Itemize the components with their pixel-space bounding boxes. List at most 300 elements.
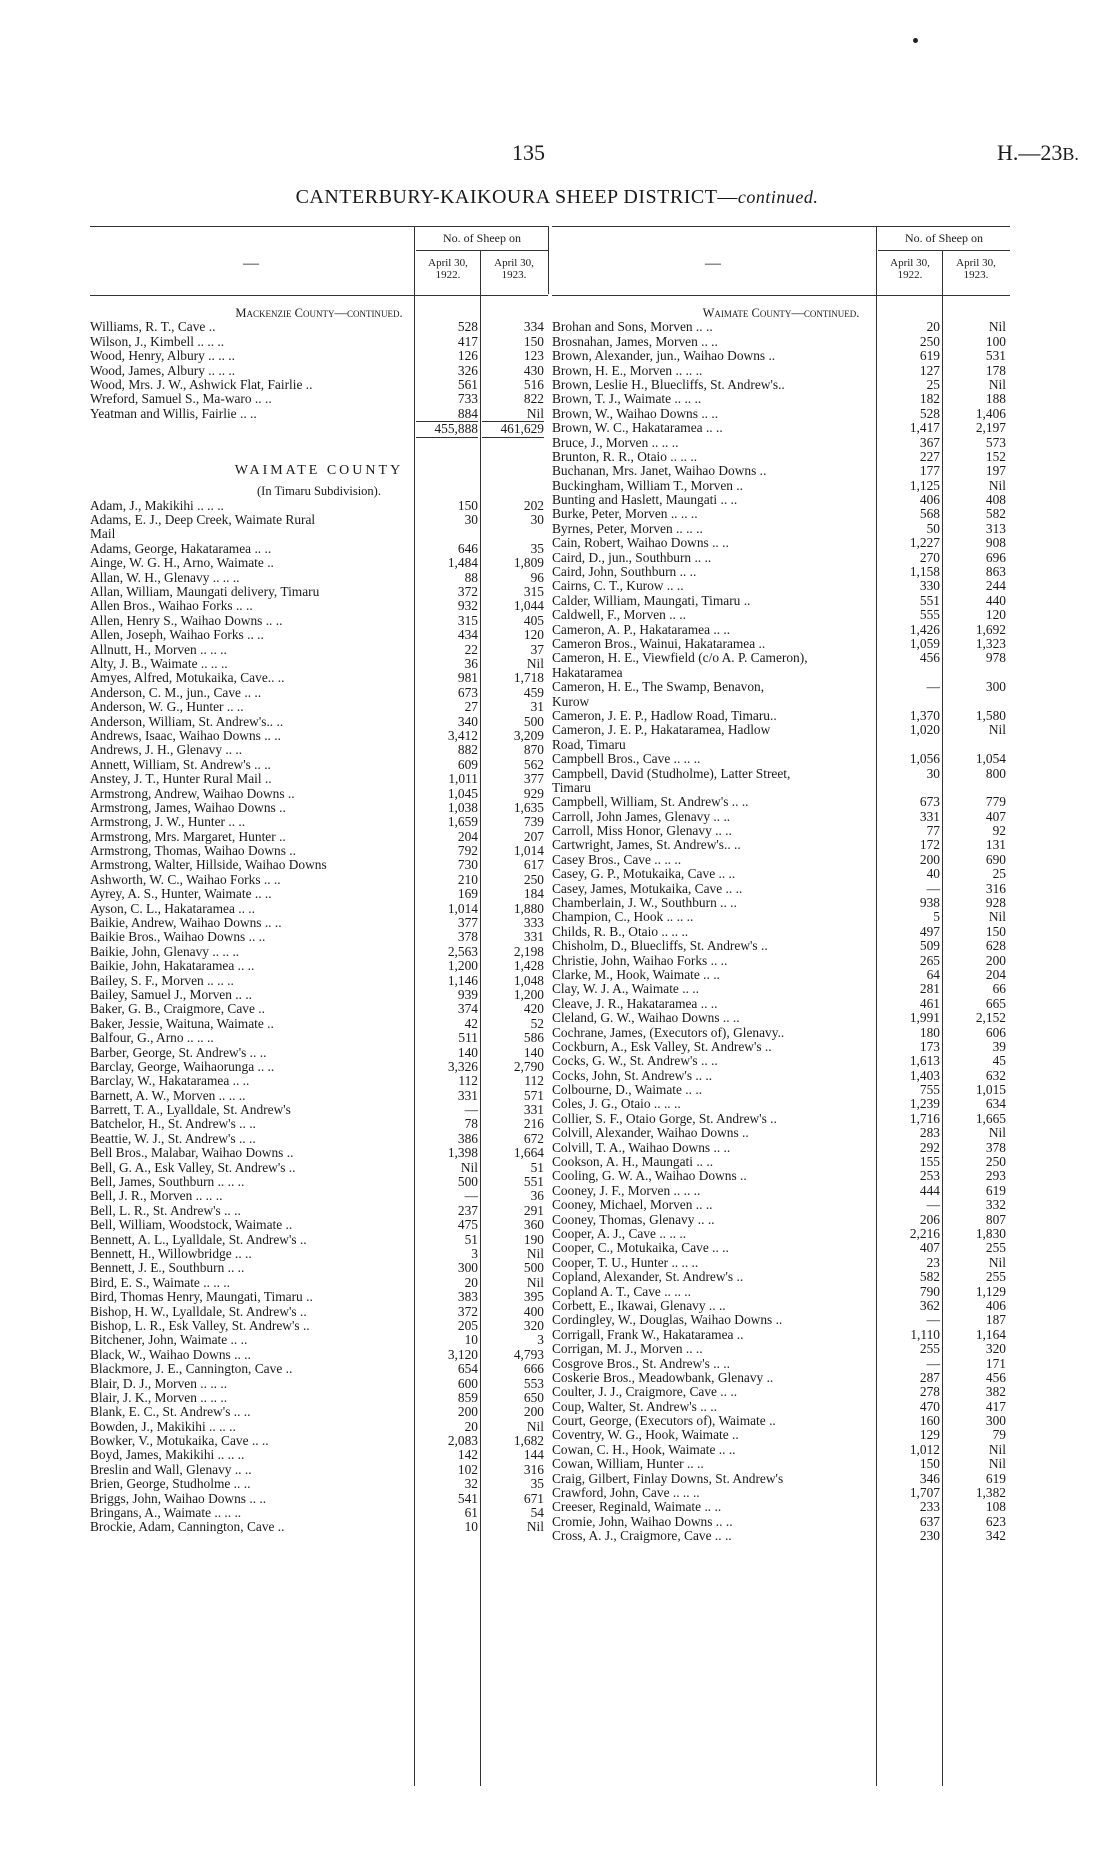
table-row — [90, 1233, 548, 1247]
sheep-1922: 61 — [464, 1505, 478, 1521]
sheep-1922: 78 — [464, 1116, 478, 1132]
owner-name: Carroll, John James, Glenavy .. .. — [552, 809, 731, 824]
table-row — [552, 1241, 1010, 1255]
owner-name: Cookson, A. H., Maungati .. .. — [552, 1155, 714, 1170]
sheep-1923: 571 — [523, 1087, 544, 1103]
table-row — [552, 651, 1010, 665]
sheep-1923: Nil — [526, 1246, 544, 1261]
sheep-1923: 332 — [985, 1197, 1006, 1213]
table-row — [90, 320, 548, 334]
table-row — [552, 867, 1010, 881]
table-row — [90, 844, 548, 858]
owner-name: Campbell Bros., Cave .. .. .. — [552, 752, 701, 767]
sheep-1923: 131 — [985, 837, 1006, 853]
sheep-1923: 120 — [523, 627, 544, 643]
sheep-1922: 981 — [457, 670, 478, 686]
table-row — [552, 1472, 1010, 1486]
sheep-1922: 406 — [919, 492, 940, 508]
header-date-1923 — [944, 257, 1008, 281]
table-row — [552, 666, 1010, 680]
sheep-1922: 2,216 — [909, 1226, 940, 1241]
owner-name: Beattie, W. J., St. Andrew's .. .. — [90, 1131, 256, 1146]
sheep-1922: 509 — [919, 938, 940, 954]
owner-name: Wood, James, Albury .. .. .. — [90, 363, 236, 378]
table-row — [552, 1285, 1010, 1299]
owner-name: Colvill, T. A., Waihao Downs .. .. — [552, 1140, 731, 1155]
sheep-1922: 237 — [457, 1202, 478, 1218]
sheep-1922: 326 — [457, 362, 478, 378]
owner-name: Carroll, Miss Honor, Glenavy .. .. — [552, 824, 732, 839]
sheep-1922: 287 — [919, 1369, 940, 1385]
owner-name: Cooper, A. J., Cave .. .. .. — [552, 1227, 687, 1241]
sheep-1922: 315 — [457, 612, 478, 628]
sheep-1922: 1,200 — [447, 958, 478, 974]
sheep-1923: 331 — [523, 929, 544, 945]
owner-name: Ashworth, W. C., Waihao Forks .. .. — [90, 872, 281, 887]
sheep-1922: 1,038 — [447, 799, 478, 815]
sheep-1923: 382 — [985, 1384, 1006, 1400]
owner-name: Bunting and Haslett, Maungati .. .. — [552, 493, 738, 508]
sheep-1923: 35 — [530, 1476, 544, 1492]
sheep-1922: 362 — [919, 1297, 940, 1313]
owner-name: Bell, William, Woodstock, Waimate .. — [90, 1218, 293, 1233]
sheep-1922: 300 — [457, 1260, 478, 1276]
table-row — [552, 1486, 1010, 1500]
owner-name: Adams, George, Hakataramea .. .. — [90, 541, 272, 556]
owner-name: Baker, Jessie, Waituna, Waimate .. — [90, 1016, 274, 1031]
owner-name: Cooper, T. U., Hunter .. .. .. — [552, 1255, 699, 1270]
table-row — [552, 1500, 1010, 1514]
sheep-1922: 3,120 — [447, 1346, 478, 1362]
sheep-1923: 79 — [992, 1427, 1006, 1443]
owner-name: Bowden, J., Makikihi .. .. .. — [90, 1419, 236, 1434]
owner-name: Brien, George, Studholme .. .. — [90, 1477, 251, 1492]
sheep-1923: 45 — [992, 1053, 1006, 1069]
section-heading: Waimate County—continued. — [702, 306, 860, 320]
sheep-1923: 500 — [523, 713, 544, 729]
sheep-1923: 2,198 — [513, 943, 544, 959]
sheep-1922: 1,110 — [910, 1326, 940, 1342]
owner-name: Cowan, C. H., Hook, Waimate .. .. — [552, 1442, 736, 1457]
sheep-1923: 1,054 — [975, 751, 1006, 767]
table-row — [552, 349, 1010, 363]
date2-line2: 1923. — [501, 269, 527, 281]
sheep-1923: 586 — [523, 1030, 544, 1046]
sheep-1922: 1,011 — [448, 771, 478, 787]
owner-name: Barnett, A. W., Morven .. .. .. — [90, 1088, 246, 1103]
sheep-1923: 244 — [985, 578, 1006, 594]
header-dash: — — [705, 255, 721, 272]
owner-name: Ayson, C. L., Hakataramea .. .. — [90, 901, 255, 916]
owner-name: Road, Timaru — [552, 737, 626, 752]
waimate-rows — [90, 499, 548, 1535]
sheep-1923: 1,809 — [513, 555, 544, 571]
table-row — [90, 930, 548, 944]
owner-name: Corrigan, M. J., Morven .. .. — [552, 1342, 703, 1357]
table-row — [90, 1189, 548, 1203]
owner-name: Brown, H. E., Morven .. .. .. — [552, 363, 703, 378]
table-row — [90, 349, 548, 363]
sheep-1923: 4,793 — [513, 1346, 544, 1362]
sheep-1922: 884 — [457, 405, 478, 421]
sheep-1923: 628 — [985, 938, 1006, 954]
sheep-1922: 25 — [926, 376, 940, 392]
owner-name: Cameron, A. P., Hakataramea .. .. — [552, 622, 731, 637]
owner-name: Cameron, J. E. P., Hakataramea, Hadlow — [552, 723, 771, 738]
sheep-1922: 1,426 — [909, 621, 940, 637]
owner-name: Blackmore, J. E., Cannington, Cave .. — [90, 1362, 293, 1377]
owner-name: Allen Bros., Waihao Forks .. .. — [90, 599, 253, 614]
owner-name: Cartwright, James, St. Andrew's.. .. — [552, 838, 741, 853]
sheep-1922: 932 — [457, 598, 478, 614]
sheep-1922: 1,045 — [447, 785, 478, 801]
table-row — [90, 599, 548, 613]
sheep-1923: 51 — [530, 1159, 544, 1175]
sheep-1922: 637 — [919, 1513, 940, 1529]
right-table-body — [552, 306, 1010, 1544]
sheep-1922: 278 — [919, 1384, 940, 1400]
sheep-1923: 779 — [985, 794, 1006, 810]
sheep-1923: 140 — [523, 1044, 544, 1060]
date1-line2: 1922. — [435, 269, 461, 281]
table-row — [552, 982, 1010, 996]
sheep-1923: 516 — [523, 376, 544, 392]
sheep-1923: 408 — [985, 492, 1006, 508]
owner-name: Creeser, Reginald, Waimate .. .. — [552, 1500, 722, 1515]
owner-name: Coup, Walter, St. Andrew's .. .. — [552, 1399, 717, 1414]
table-row — [552, 954, 1010, 968]
sheep-1922: 938 — [919, 895, 940, 911]
owner-name: Wreford, Samuel S., Ma-waro .. .. — [90, 392, 272, 407]
sheep-1923: 36 — [530, 1188, 544, 1204]
owner-name: Bitchener, John, Waimate .. .. — [90, 1333, 248, 1348]
table-row — [552, 997, 1010, 1011]
sheep-1923: 672 — [523, 1130, 544, 1146]
sheep-1922: — — [926, 1355, 940, 1371]
sheep-1923: 150 — [523, 333, 544, 349]
sheep-1923: 378 — [985, 1139, 1006, 1155]
table-row — [90, 1492, 548, 1506]
sheep-1922: 150 — [457, 497, 478, 513]
sheep-1923: 187 — [985, 1312, 1006, 1328]
waimate-subdivision-note: (In Timaru Subdivision). — [257, 484, 381, 499]
sheep-1922: 939 — [457, 986, 478, 1002]
owner-name: Bell, J. R., Morven .. .. .. — [90, 1189, 223, 1204]
sheep-1923: 291 — [523, 1202, 544, 1218]
sheep-1923: 331 — [523, 1102, 544, 1118]
owner-name: Cooper, C., Motukaika, Cave .. .. — [552, 1241, 729, 1256]
table-row — [90, 1089, 548, 1103]
sheep-1923: 1,323 — [975, 635, 1006, 651]
owner-name: Cameron Bros., Wainui, Hakataramea .. — [552, 636, 766, 651]
sheep-1923: 1,830 — [975, 1226, 1006, 1241]
sheep-1922: 30 — [926, 765, 940, 781]
owner-name: Colvill, Alexander, Waihao Downs .. — [552, 1126, 749, 1141]
owner-name: Coventry, W. G., Hook, Waimate .. — [552, 1428, 739, 1443]
sheep-1923: 250 — [523, 871, 544, 887]
sheep-1922: 50 — [926, 520, 940, 536]
table-row — [90, 1405, 548, 1419]
owner-name: Barber, George, St. Andrew's .. .. — [90, 1045, 267, 1060]
sheep-1922: 112 — [458, 1073, 478, 1089]
table-row — [552, 1342, 1010, 1356]
owner-name: Bell, G. A., Esk Valley, St. Andrew's .. — [90, 1160, 296, 1175]
owner-name: Coskerie Bros., Meadowbank, Glenavy .. — [552, 1370, 774, 1385]
table-row — [90, 988, 548, 1002]
sheep-1923: 207 — [523, 828, 544, 844]
owner-name: Corrigall, Frank W., Hakataramea .. — [552, 1327, 744, 1342]
sheep-1922: 792 — [457, 843, 478, 859]
sheep-1923: 54 — [530, 1505, 544, 1521]
table-row — [90, 1261, 548, 1275]
sheep-1923: 417 — [985, 1398, 1006, 1414]
table-row — [90, 902, 548, 916]
sheep-1922: 551 — [919, 592, 940, 608]
table-row — [90, 1132, 548, 1146]
sheep-1922: 200 — [457, 1404, 478, 1420]
table-row — [552, 579, 1010, 593]
waimate-continued-rows — [552, 320, 1010, 1543]
sheep-1923: 1,665 — [975, 1110, 1006, 1126]
header-rule — [416, 250, 548, 251]
sheep-1923: 690 — [985, 851, 1006, 867]
sheep-1923: 37 — [530, 641, 544, 657]
table-row — [552, 320, 1010, 334]
sheep-1923: 2,152 — [975, 1010, 1006, 1026]
table-row — [552, 637, 1010, 651]
sheep-1923: 395 — [523, 1289, 544, 1305]
owner-name: Bennett, A. L., Lyalldale, St. Andrew's .. — [90, 1232, 307, 1247]
table-row — [552, 1097, 1010, 1111]
table-row — [90, 1175, 548, 1189]
sheep-1922: — — [926, 1312, 940, 1328]
sheep-1923: 500 — [523, 1260, 544, 1276]
page-ref-main: H.—23 — [997, 140, 1063, 165]
sheep-1922: 210 — [457, 871, 478, 887]
sheep-1923: 171 — [985, 1355, 1006, 1371]
sheep-1922: 173 — [919, 1038, 940, 1054]
sheep-1923: Nil — [988, 319, 1006, 335]
sheep-1922: 177 — [919, 463, 940, 479]
owner-name: Crawford, John, Cave .. .. .. — [552, 1486, 700, 1501]
owner-name: Williams, R. T., Cave .. — [90, 320, 216, 335]
sheep-1922: 227 — [919, 448, 940, 464]
owner-name: Cooling, G. W. A., Waihao Downs .. — [552, 1169, 747, 1184]
table-row — [552, 1026, 1010, 1040]
owner-name: Campbell, William, St. Andrew's .. .. — [552, 795, 749, 810]
owner-name: Bowker, V., Motukaika, Cave .. .. — [90, 1434, 269, 1449]
header-no-sheep: No. of Sheep on — [905, 231, 983, 245]
owner-name: Cochrane, James, (Executors of), Glenavy.. — [552, 1025, 785, 1040]
table-row — [90, 916, 548, 930]
owner-name: Anderson, W. G., Hunter .. .. — [90, 700, 244, 715]
sheep-1922: 265 — [919, 952, 940, 968]
right-column — [552, 226, 1010, 1786]
sheep-1922: 511 — [458, 1030, 478, 1046]
sheep-1923: 334 — [523, 319, 544, 335]
owner-name: Brosnahan, James, Morven .. .. — [552, 334, 718, 349]
sheep-1923: 200 — [523, 1404, 544, 1420]
sheep-1923: 1,718 — [513, 670, 544, 686]
sheep-1923: 31 — [530, 699, 544, 715]
sheep-1922: 204 — [457, 828, 478, 844]
sheep-1923: 617 — [523, 857, 544, 873]
owner-name: Armstrong, Mrs. Margaret, Hunter .. — [90, 829, 286, 844]
table-row — [90, 335, 548, 349]
owner-name: Armstrong, Andrew, Waihao Downs .. — [90, 786, 295, 801]
owner-name: Casey, James, Motukaika, Cave .. .. — [552, 881, 743, 896]
owner-name: Colbourne, D., Waimate .. .. — [552, 1083, 703, 1098]
sheep-1922: 88 — [464, 569, 478, 585]
header-date-1922 — [878, 257, 942, 281]
owner-name: Childs, R. B., Otaio .. .. .. — [552, 924, 689, 939]
sheep-1922: 609 — [457, 756, 478, 772]
sheep-1923: 459 — [523, 684, 544, 700]
sheep-1922: 2,083 — [447, 1433, 478, 1449]
sheep-1922: 64 — [926, 966, 940, 982]
table-row — [90, 715, 548, 729]
sheep-1922: 733 — [457, 391, 478, 407]
sheep-1923: Nil — [988, 1125, 1006, 1141]
sheep-1923: 315 — [523, 584, 544, 600]
owner-name: Bell, James, Southburn .. .. .. — [90, 1175, 245, 1190]
date2-line1: April 30, — [956, 257, 996, 269]
sheep-1922: 30 — [464, 512, 478, 528]
table-row — [90, 1017, 548, 1031]
table-row — [90, 1391, 548, 1405]
sheep-1922: 475 — [457, 1217, 478, 1233]
sheep-1922: 255 — [919, 1341, 940, 1357]
table-row — [90, 1348, 548, 1362]
spacer — [90, 436, 548, 450]
owner-name: Caird, D., jun., Southburn .. .. — [552, 550, 712, 565]
table-row — [552, 910, 1010, 924]
sheep-1923: 619 — [985, 1182, 1006, 1198]
sheep-1922: — — [926, 880, 940, 896]
sheep-1923: 178 — [985, 362, 1006, 378]
owner-name: Briggs, John, Waihao Downs .. .. — [90, 1491, 267, 1506]
sheep-1923: 456 — [985, 1369, 1006, 1385]
table-row — [90, 858, 548, 872]
table-row — [552, 623, 1010, 637]
sheep-1923: 202 — [523, 497, 544, 513]
sheep-1923: 650 — [523, 1389, 544, 1405]
table-row — [552, 1515, 1010, 1529]
owner-name: Court, George, (Executors of), Waimate .. — [552, 1414, 776, 1429]
sheep-1922: 1,398 — [447, 1145, 478, 1161]
sheep-1923: 150 — [985, 923, 1006, 939]
sheep-1922: 378 — [457, 929, 478, 945]
table-row — [90, 1506, 548, 1520]
owner-name: Baikie, John, Hakataramea .. .. — [90, 959, 255, 974]
sheep-1923: 1,200 — [513, 986, 544, 1002]
owner-name: Kurow — [552, 694, 590, 709]
sheep-1922: 283 — [919, 1125, 940, 1141]
ink-dot — [913, 38, 918, 43]
owner-name: Bell Bros., Malabar, Waihao Downs .. — [90, 1146, 294, 1161]
sheep-1922: 20 — [464, 1418, 478, 1434]
table-row — [90, 1103, 548, 1117]
table-row — [90, 1204, 548, 1218]
sheep-1923: 406 — [985, 1297, 1006, 1313]
sheep-1923: 188 — [985, 391, 1006, 407]
table-row — [552, 709, 1010, 723]
sheep-1923: 3,209 — [513, 727, 544, 743]
owner-name: Christie, John, Waihao Forks .. .. — [552, 953, 728, 968]
sheep-1923: 1,682 — [513, 1433, 544, 1449]
sheep-1923: 1,382 — [975, 1485, 1006, 1501]
table-row — [552, 565, 1010, 579]
table-row — [90, 571, 548, 585]
table-row — [90, 499, 548, 513]
sheep-1923: 1,048 — [513, 972, 544, 988]
sheep-1923: Nil — [988, 477, 1006, 493]
sheep-1922: 169 — [457, 886, 478, 902]
sheep-1923: 1,580 — [975, 707, 1006, 723]
owner-name: Copland, Alexander, St. Andrew's .. — [552, 1270, 744, 1285]
owner-name: Armstrong, James, Waihao Downs .. — [90, 800, 286, 815]
sheep-1922: 461 — [919, 995, 940, 1011]
sheep-1923: 92 — [992, 823, 1006, 839]
table-row — [90, 1247, 548, 1261]
sheep-1922: 1,239 — [909, 1096, 940, 1112]
sheep-1922: 1,991 — [909, 1010, 940, 1026]
table-row — [90, 959, 548, 973]
sheep-1922: 23 — [926, 1254, 940, 1270]
table-row — [552, 939, 1010, 953]
table-row — [90, 1060, 548, 1074]
total-row — [90, 421, 548, 435]
table-row — [90, 1305, 548, 1319]
table-row — [552, 1040, 1010, 1054]
sheep-1923: 606 — [985, 1024, 1006, 1040]
owner-name: Allnutt, H., Morven .. .. .. — [90, 642, 227, 657]
owner-name: Brown, W. C., Hakataramea .. .. — [552, 421, 723, 436]
table-row — [90, 1319, 548, 1333]
table-row — [90, 815, 548, 829]
sheep-1922: 129 — [919, 1427, 940, 1443]
sheep-1923: 2,197 — [975, 420, 1006, 436]
table-row — [90, 1074, 548, 1088]
sheep-1922: 755 — [919, 1082, 940, 1098]
sheep-1923: 632 — [985, 1067, 1006, 1083]
table-row — [552, 1083, 1010, 1097]
table-row — [90, 407, 548, 421]
sheep-1922: 528 — [457, 319, 478, 335]
sheep-1922: 172 — [919, 837, 940, 853]
sheep-1923: 316 — [985, 880, 1006, 896]
table-row — [90, 1046, 548, 1060]
sheep-1922: 568 — [919, 506, 940, 522]
owner-name: Buchanan, Mrs. Janet, Waihao Downs .. — [552, 464, 767, 479]
date1-line1: April 30, — [890, 257, 930, 269]
table-row — [552, 1357, 1010, 1371]
table-row — [90, 392, 548, 406]
sheep-1922: 150 — [919, 1456, 940, 1472]
sheep-1923: 216 — [523, 1116, 544, 1132]
sheep-1923: 1,880 — [513, 900, 544, 916]
sheep-1922: 155 — [919, 1154, 940, 1170]
table-columns — [90, 226, 1010, 1786]
sheep-1922: 673 — [457, 684, 478, 700]
column-rule — [548, 226, 549, 294]
sheep-1922: 497 — [919, 923, 940, 939]
sheep-1922: 10 — [464, 1332, 478, 1348]
owner-name: Wilson, J., Kimbell .. .. .. — [90, 334, 225, 349]
sheep-1923: 320 — [523, 1317, 544, 1333]
table-row — [552, 464, 1010, 478]
sheep-1922: 470 — [919, 1398, 940, 1414]
